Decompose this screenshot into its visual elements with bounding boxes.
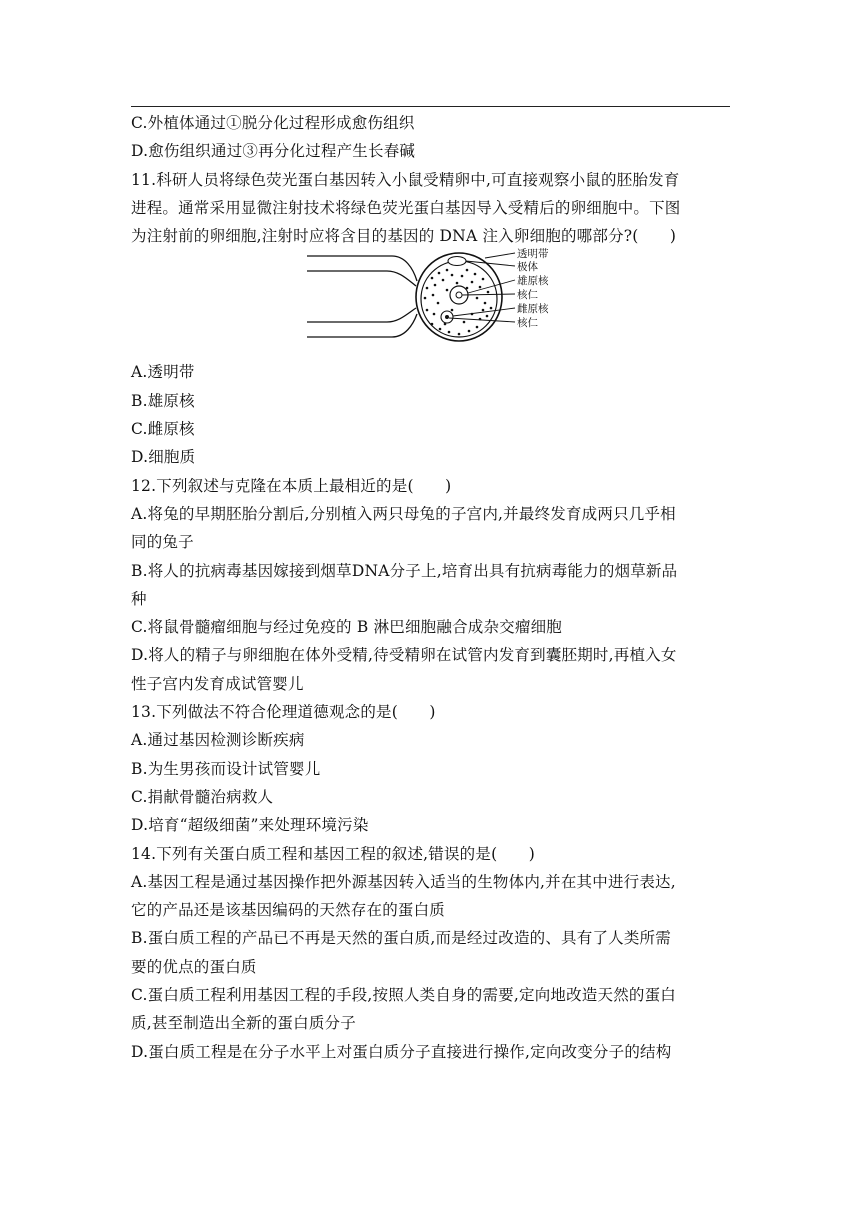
label-male-pronucleus: 雄原核 bbox=[517, 275, 549, 288]
q10-option-c: C.外植体通过①脱分化过程形成愈伤组织 bbox=[131, 114, 415, 132]
q12-line: 性子宫内发育成试管婴儿 bbox=[131, 674, 304, 693]
q11-option-d: D.细胞质 bbox=[131, 448, 196, 467]
q12-line: D.将人的精子与卵细胞在体外受精,待受精卵在试管内发育到囊胚期时,再植入女 bbox=[131, 646, 677, 665]
q14-line: 质,甚至制造出全新的蛋白质分子 bbox=[131, 1014, 356, 1033]
q14-line: 要的优点的蛋白质 bbox=[131, 957, 257, 976]
q14-line: A.基因工程是通过基因操作把外源基因转入适当的生物体内,并在其中进行表达, bbox=[131, 872, 676, 891]
egg-cell-diagram bbox=[307, 248, 577, 356]
q12-stem: 12.下列叙述与克隆在本质上最相近的是( ) bbox=[131, 476, 452, 495]
q14-stem: 14.下列有关蛋白质工程和基因工程的叙述,错误的是( ) bbox=[131, 844, 535, 863]
q13-option-d: D.培育“超级细菌”来处理环境污染 bbox=[131, 816, 369, 835]
q11-stem-line: 11.科研人员将绿色荧光蛋白基因转入小鼠受精卵中,可直接观察小鼠的胚胎发育 bbox=[131, 170, 680, 189]
q12-line: 种 bbox=[131, 589, 147, 608]
label-zona-pellucida: 透明带 bbox=[517, 248, 549, 261]
q14-line: B.蛋白质工程的产品已不再是天然的蛋白质,而是经过改造的、具有了人类所需 bbox=[131, 929, 671, 948]
q12-line: B.将人的抗病毒基因嫁接到烟草DNA分子上,培育出具有抗病毒能力的烟草新品 bbox=[131, 561, 678, 580]
q11-option-b: B.雄原核 bbox=[131, 391, 195, 410]
q14-line: D.蛋白质工程是在分子水平上对蛋白质分子直接进行操作,定向改变分子的结构 bbox=[131, 1042, 672, 1061]
q13-stem: 13.下列做法不符合伦理道德观念的是( ) bbox=[131, 703, 436, 722]
q14-line: C.蛋白质工程利用基因工程的手段,按照人类自身的需要,定向地改造天然的蛋白 bbox=[131, 986, 676, 1005]
q12-line: C.将鼠骨髓瘤细胞与经过免疫的 B 淋巴细胞融合成杂交瘤细胞 bbox=[131, 618, 562, 637]
q13-option-c: C.捐献骨髓治病救人 bbox=[131, 787, 274, 806]
exam-content bbox=[131, 109, 731, 1066]
q13-option-b: B.为生男孩而设计试管婴儿 bbox=[131, 759, 321, 778]
q11-option-c: C.雌原核 bbox=[131, 420, 195, 439]
q14-line: 它的产品还是该基因编码的天然存在的蛋白质 bbox=[131, 901, 446, 920]
header-rule bbox=[131, 106, 730, 107]
q11-stem-line: 为注射前的卵细胞,注射时应将含目的基因的 DNA 注入卵细胞的哪部分?( ) bbox=[131, 227, 677, 246]
label-polar-body: 极体 bbox=[517, 261, 538, 274]
q12-line: 同的兔子 bbox=[131, 533, 194, 552]
label-nucleolus-2: 核仁 bbox=[517, 317, 538, 330]
q12-line: A.将兔的早期胚胎分割后,分别植入两只母兔的子宫内,并最终发育成两只几乎相 bbox=[131, 504, 676, 523]
q13-option-a: A.通过基因检测诊断疾病 bbox=[131, 731, 305, 750]
label-nucleolus-1: 核仁 bbox=[517, 289, 538, 302]
egg-cell-figure bbox=[131, 250, 731, 358]
q10-option-d: D.愈伤组织通过③再分化过程产生长春碱 bbox=[131, 142, 416, 161]
q11-stem-line: 进程。通常采用显微注射技术将绿色荧光蛋白基因导入受精后的卵细胞中。下图 bbox=[131, 198, 681, 217]
label-female-pronucleus: 雌原核 bbox=[517, 303, 549, 316]
q11-option-a: A.透明带 bbox=[131, 363, 195, 382]
